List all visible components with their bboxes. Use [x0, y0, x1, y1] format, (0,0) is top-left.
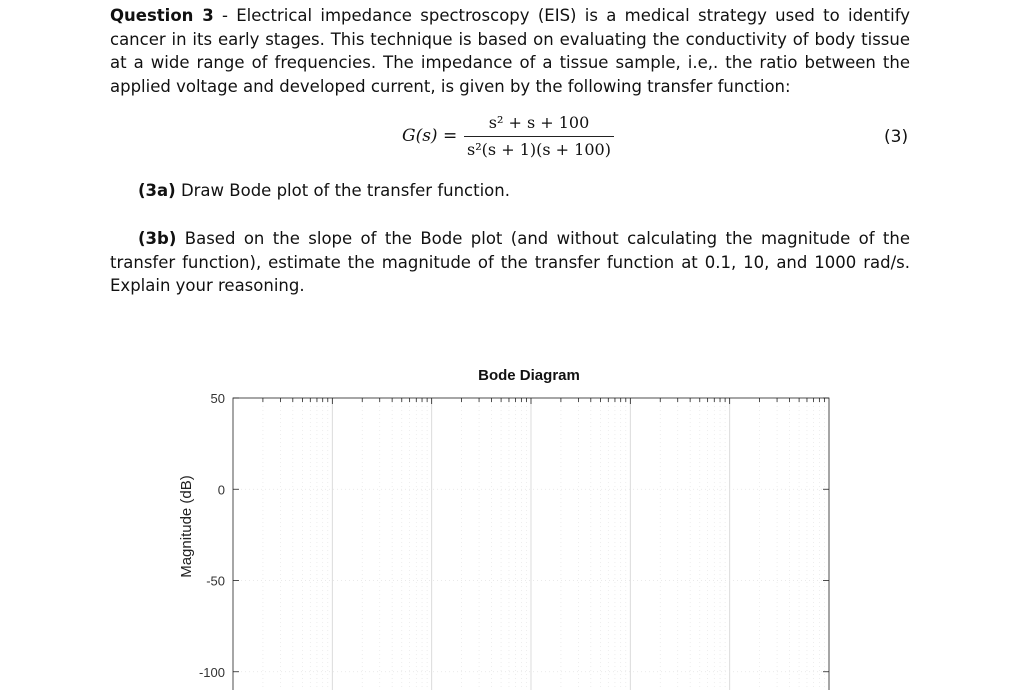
- equation-number: (3): [884, 127, 909, 147]
- equation-lhs: G(s) =: [402, 126, 458, 146]
- y-tick-label: 0: [217, 482, 225, 498]
- equation-denominator: s²(s + 1)(s + 100): [467, 140, 611, 159]
- chart-title: Bode Diagram: [478, 367, 580, 384]
- chart-grid: [233, 398, 829, 690]
- part-a-label: (3a): [138, 181, 176, 200]
- y-axis-label: Magnitude (dB): [178, 475, 195, 578]
- question-text: - Electrical impedance spectroscopy (EIS) is a medical strategy used to identify cancer in its early stages. This technique is based on evaluating the conductivity of body tissue at a wide range of frequencies. The impedance of a tissue sample, i.e,. the ratio between the applied voltage and developed current, is given by the following transfer function:: [110, 6, 911, 96]
- y-tick-label: -100: [198, 664, 225, 680]
- y-tick-label: -50: [206, 573, 225, 589]
- question-label: Question 3: [110, 6, 214, 25]
- equation-numerator: s² + s + 100: [488, 113, 590, 132]
- chart-ticks: [199, 391, 829, 690]
- part-b-label: (3b): [138, 229, 177, 248]
- y-tick-label: 50: [210, 391, 225, 406]
- part-a-text: Draw Bode plot of the transfer function.: [175, 181, 510, 200]
- part-b-text: Based on the slope of the Bode plot (and without calculating the magnitude of the transfer function), estimate the magnitude of the transfer function at 0.1, 10, and 1000 rad/s. Explain your reasoning.: [110, 229, 910, 295]
